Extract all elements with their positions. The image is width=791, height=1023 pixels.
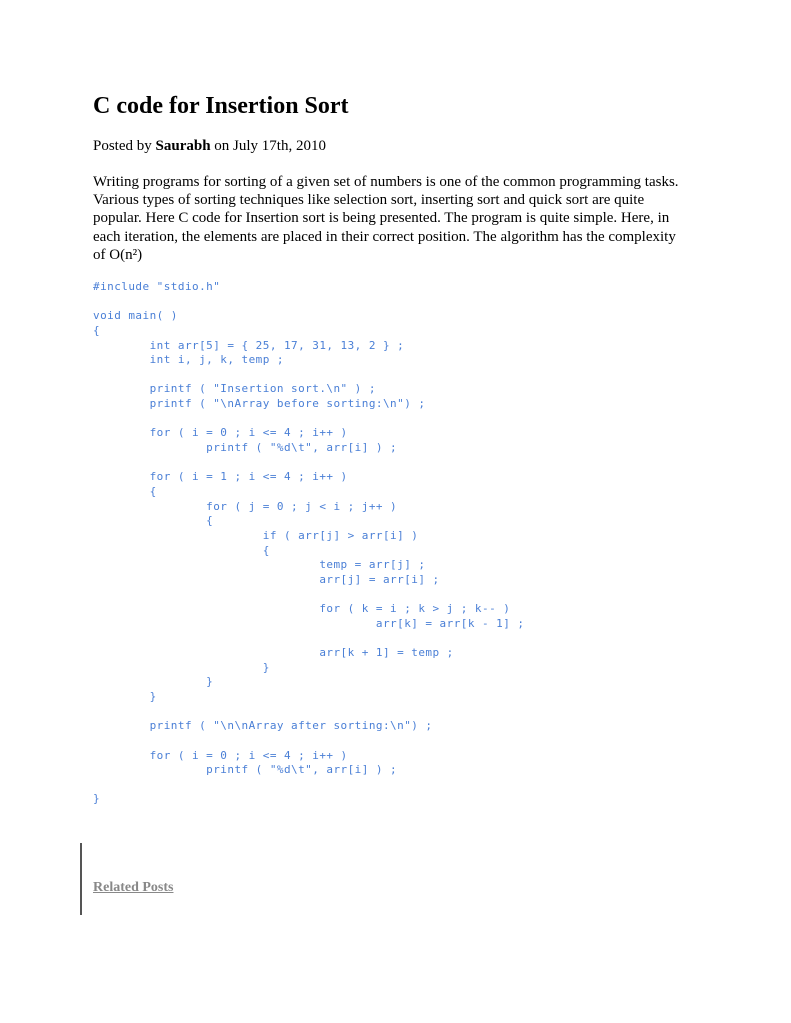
code-line: printf ( "\n\nArray after sorting:\n") ; [93,719,433,733]
code-line: { [93,323,101,337]
byline-prefix: Posted by [93,138,156,154]
code-line [93,631,524,646]
code-line: { [93,484,157,498]
code-line [93,412,524,427]
code-line: for ( i = 1 ; i <= 4 ; i++ ) [93,470,348,484]
code-line: printf ( "%d\t", arr[i] ) ; [93,763,398,777]
code-line: arr[k + 1] = temp ; [93,646,454,660]
code-line: arr[k] = arr[k - 1] ; [93,616,525,630]
related-posts-link[interactable]: Related Posts [93,880,174,895]
code-line: for ( k = i ; k > j ; k-- ) [93,602,511,616]
code-line [93,587,524,602]
byline-date: on July 17th, 2010 [210,138,326,154]
code-line [93,705,524,720]
code-line [93,778,524,793]
related-posts-divider [80,843,82,915]
code-line: { [93,543,270,557]
code-line: } [93,660,270,674]
post-byline [93,137,326,155]
code-line: void main( ) [93,309,178,323]
author-name: Saurabh [155,138,211,154]
code-line: for ( j = 0 ; j < i ; j++ ) [93,499,398,513]
code-line: for ( i = 0 ; i <= 4 ; i++ ) [93,748,348,762]
code-line: #include "stdio.h" [93,280,221,293]
code-line [93,734,524,749]
code-line: arr[j] = arr[i] ; [93,572,440,586]
code-line: printf ( "%d\t", arr[i] ) ; [93,441,398,455]
code-line: } [93,792,101,806]
code-line: for ( i = 0 ; i <= 4 ; i++ ) [93,426,348,440]
code-line: printf ( "\nArray before sorting:\n") ; [93,397,426,411]
code-line: int arr[5] = { 25, 17, 31, 13, 2 } ; [93,338,405,352]
code-line: { [93,514,214,528]
code-line: temp = arr[j] ; [93,558,426,572]
code-line [93,295,524,310]
code-line [93,456,524,471]
code-line: printf ( "Insertion sort.\n" ) ; [93,382,376,396]
code-line: int i, j, k, temp ; [93,353,284,367]
intro-paragraph: Writing programs for sorting of a given set of numbers is one of the common programming tasks. Various types of sorting techniques like selection sort, inserting sort and quick sort are quite popular. Here C code for Insertion sort is being presented. The program is quite simple. Here, in each iteration, the elements are placed in their correct position. The algorithm has the complexity of O(n²) [93,174,679,263]
code-line: if ( arr[j] > arr[i] ) [93,528,419,542]
code-line: } [93,675,214,689]
code-listing [93,280,524,807]
code-line [93,368,524,383]
page-title: C code for Insertion Sort [93,93,349,119]
code-line: } [93,689,157,703]
